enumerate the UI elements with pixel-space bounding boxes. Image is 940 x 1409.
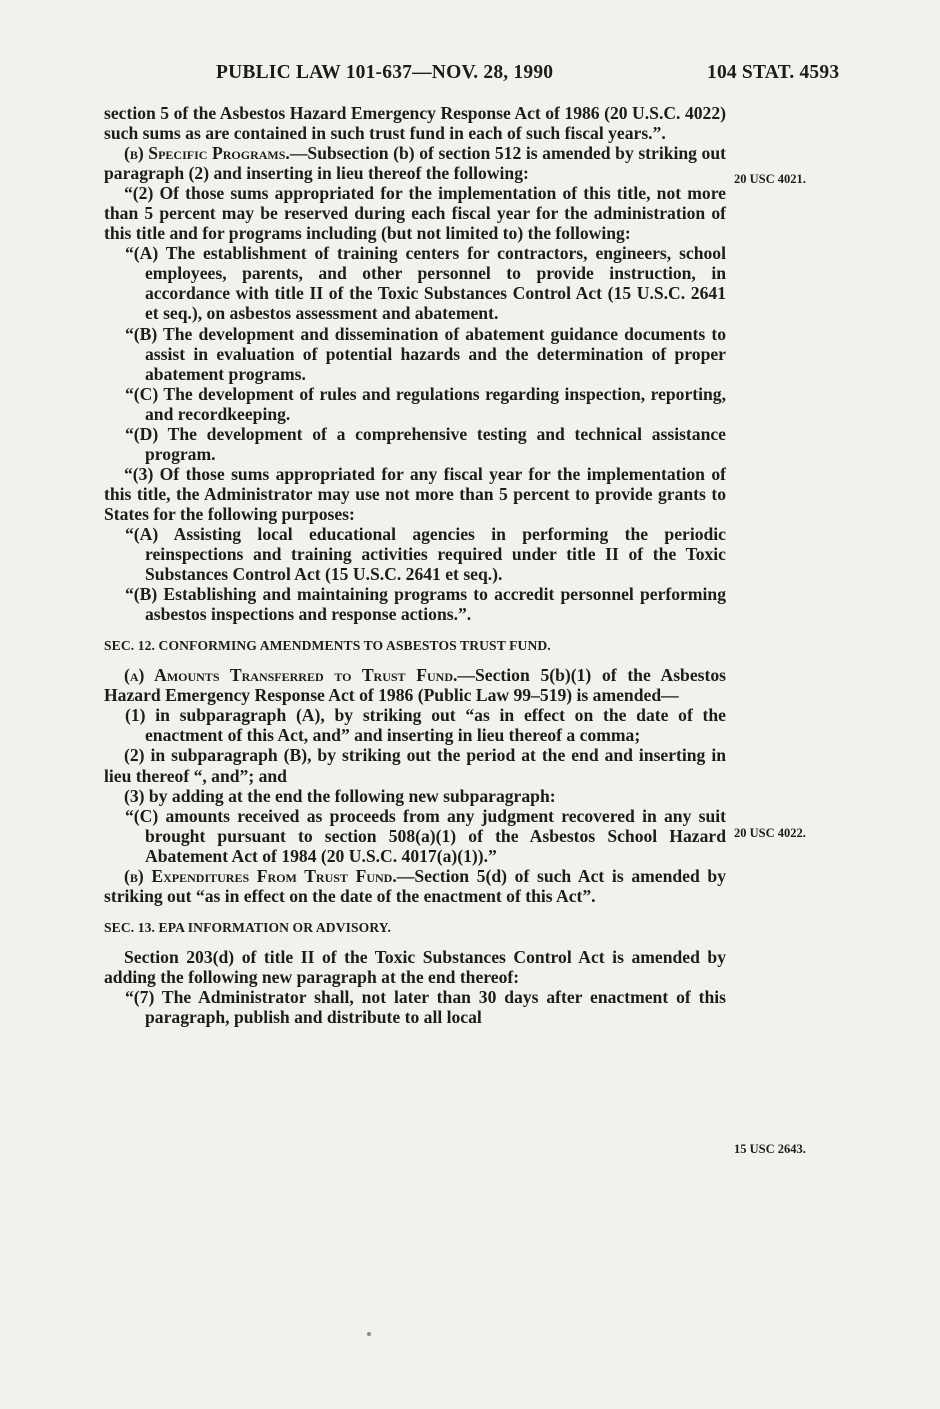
margin-note: 20 USC 4021. bbox=[734, 172, 806, 186]
section-heading: SEC. 12. CONFORMING AMENDMENTS TO ASBESTOS TRUST FUND. bbox=[104, 638, 551, 654]
paragraph: “(2) Of those sums appropriated for the implementation of this title, not more than 5 percent may be reserved during each fiscal year for the administration of this title and for programs including (but not limited to) the following: bbox=[104, 183, 726, 244]
paragraph bbox=[104, 143, 726, 183]
paragraph-text: —Section 5(b)(1) of the Asbestos Hazard Emergency Response Act of 1986 (Public Law 99–519) is amended— bbox=[104, 665, 726, 706]
section-heading: SEC. 13. EPA INFORMATION OR ADVISORY. bbox=[104, 919, 391, 935]
paragraph: (2) in subparagraph (B), by striking out the period at the end and inserting in lieu thereof “, and”; and bbox=[104, 745, 726, 786]
margin-note: 15 USC 2643. bbox=[734, 1142, 806, 1156]
paragraph: “(7) The Administrator shall, not later than 30 days after enactment of this paragraph, publish and distribute to all local bbox=[125, 986, 726, 1028]
paragraph: (1) in subparagraph (A), by striking out “as in effect on the date of the enactment of this Act, and” and inserting in lieu thereof a comma; bbox=[125, 705, 726, 746]
paragraph: “(B) The development and dissemination of abatement guidance documents to assist in evaluation of potential hazards and the determination of proper abatement programs. bbox=[125, 323, 726, 384]
paragraph: (3) by adding at the end the following new subparagraph: bbox=[124, 785, 556, 806]
paragraph: “(D) The development of a comprehensive testing and technical assistance program. bbox=[125, 423, 726, 464]
subsection-heading: (b) Specific Programs. bbox=[124, 143, 290, 164]
running-header-stat: 104 STAT. 4593 bbox=[707, 62, 840, 83]
subsection-heading: (b) Expenditures From Trust Fund. bbox=[124, 865, 397, 886]
paragraph bbox=[104, 665, 726, 705]
paragraph-text: —Subsection (b) of section 512 is amended by striking out paragraph (2) and inserting in lieu thereof the following: bbox=[104, 143, 726, 184]
margin-note: 20 USC 4022. bbox=[734, 826, 806, 840]
paragraph bbox=[104, 866, 726, 906]
paragraph: “(C) amounts received as proceeds from any judgment recovered in any suit brought pursuant to section 508(a)(1) of the Asbestos School Hazard Abatement Act of 1984 (20 U.S.C. 4017(a)(1)).” bbox=[125, 805, 726, 866]
paragraph: Section 203(d) of title II of the Toxic Substances Control Act is amended by adding the following new paragraph at the end thereof: bbox=[104, 946, 726, 987]
paragraph: “(A) Assisting local educational agencies in performing the periodic reinspections and training activities required under title II of the Toxic Substances Control Act (15 U.S.C. 2641 et seq.). bbox=[125, 523, 726, 585]
paragraph: “(C) The development of rules and regulations regarding inspection, reporting, and recordkeeping. bbox=[125, 383, 726, 424]
paragraph: “(3) Of those sums appropriated for any fiscal year for the implementation of this title, the Administrator may use not more than 5 percent to provide grants to States for the following purposes: bbox=[104, 463, 726, 524]
paragraph-text: —Section 5(d) of such Act is amended by striking out “as in effect on the date of the enactment of this Act”. bbox=[104, 865, 726, 906]
running-header-title: PUBLIC LAW 101-637—NOV. 28, 1990 bbox=[216, 62, 554, 83]
subsection-heading: (a) Amounts Transferred to Trust Fund. bbox=[124, 665, 458, 686]
paragraph: section 5 of the Asbestos Hazard Emergency Response Act of 1986 (20 U.S.C. 4022) such sums as are contained in such trust fund in each of such fiscal years.”. bbox=[104, 103, 726, 144]
document-body bbox=[104, 103, 726, 1027]
paragraph: “(B) Establishing and maintaining programs to accredit personnel performing asbestos inspections and response actions.”. bbox=[125, 584, 726, 625]
paragraph: “(A) The establishment of training centers for contractors, engineers, school employees, parents, and other personnel to provide instruction, in accordance with title II of the Toxic Substances Control Act (15 U.S.C. 2641 et seq.), on asbestos assessment and abatement. bbox=[125, 243, 726, 324]
scan-speck bbox=[367, 1332, 371, 1336]
